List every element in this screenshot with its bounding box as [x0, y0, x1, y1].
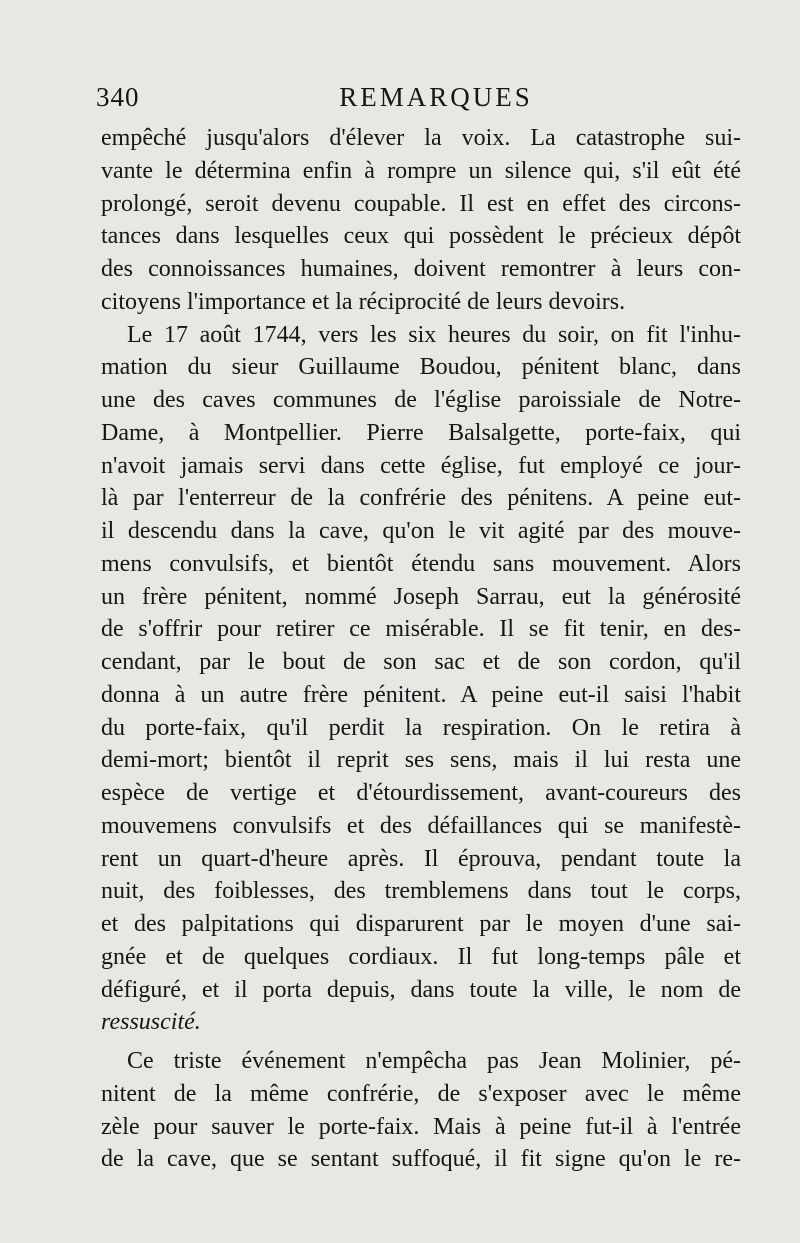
text-line: il descendu dans la cave, qu'on le vit agité par des mouve-	[101, 518, 741, 544]
paragraph	[101, 1045, 741, 1176]
text-line: prolongé, seroit devenu coupable. Il est en effet des circons-	[101, 190, 741, 217]
text-line: et des palpitations qui disparurent par le moyen d'une sai-	[101, 911, 741, 937]
text-line: ressuscité.	[101, 1009, 201, 1036]
text-line: nuit, des foiblesses, des tremblemens dans tout le corps,	[101, 878, 741, 905]
text-line: rent un quart-d'heure après. Il éprouva, pendant toute la	[101, 845, 741, 872]
text-line: vante le détermina enfin à rompre un silence qui, s'il eût été	[101, 157, 741, 184]
text-line: citoyens l'importance et la réciprocité de leurs devoirs.	[101, 288, 626, 315]
text-line: demi-mort; bientôt il reprit ses sens, mais il lui resta une	[101, 747, 741, 774]
paragraph	[101, 122, 741, 319]
text-line: mens convulsifs, et bientôt étendu sans mouvement. Alors	[101, 550, 741, 577]
text-line: de s'offrir pour retirer ce misérable. Il se fit tenir, en des-	[101, 616, 741, 643]
text-line: Le 17 août 1744, vers les six heures du soir, on fit l'inhu-	[127, 321, 741, 348]
page-header	[96, 82, 746, 118]
text-line: cendant, par le bout de son sac et de son cordon, qu'il	[101, 649, 741, 675]
text-line: défiguré, et il porta depuis, dans toute la ville, le nom de	[101, 976, 741, 1003]
running-head: REMARQUES	[339, 82, 533, 112]
text-line: du porte-faix, qu'il perdit la respiration. On le retira à	[101, 714, 741, 741]
text-line: tances dans lesquelles ceux qui possèdent le précieux dépôt	[101, 223, 741, 250]
text-line: une des caves communes de l'église paroissiale de Notre-	[101, 387, 741, 413]
text-line: donna à un autre frère pénitent. A peine eut-il saisi l'habit	[101, 681, 741, 708]
page-number: 340	[96, 82, 140, 112]
text-line: Dame, à Montpellier. Pierre Balsalgette, porte-faix, qui	[101, 419, 741, 446]
text-line: là par l'enterreur de la confrérie des pénitens. A peine eut-	[101, 485, 741, 512]
body-text	[101, 122, 741, 1176]
paragraph	[101, 319, 741, 1040]
text-line: zèle pour sauver le porte-faix. Mais à peine fut-il à l'entrée	[101, 1113, 741, 1140]
text-line: mation du sieur Guillaume Boudou, pénitent blanc, dans	[101, 354, 741, 381]
text-line: mouvemens convulsifs et des défaillances qui se manifestè-	[101, 812, 741, 839]
text-line: empêché jusqu'alors d'élever la voix. La catastrophe sui-	[101, 125, 741, 151]
text-line: un frère pénitent, nommé Joseph Sarrau, eut la générosité	[101, 583, 741, 610]
text-line: gnée et de quelques cordiaux. Il fut long-temps pâle et	[101, 943, 741, 970]
text-line: Ce triste événement n'empêcha pas Jean Molinier, pé-	[127, 1048, 741, 1074]
text-line: n'avoit jamais servi dans cette église, fut employé ce jour-	[101, 452, 741, 479]
text-line: nitent de la même confrérie, de s'exposer avec le même	[101, 1080, 741, 1107]
text-line: espèce de vertige et d'étourdissement, avant-coureurs des	[101, 780, 741, 806]
text-line: de la cave, que se sentant suffoqué, il fit signe qu'on le re-	[101, 1146, 741, 1173]
text-line: des connoissances humaines, doivent remontrer à leurs con-	[101, 256, 741, 282]
